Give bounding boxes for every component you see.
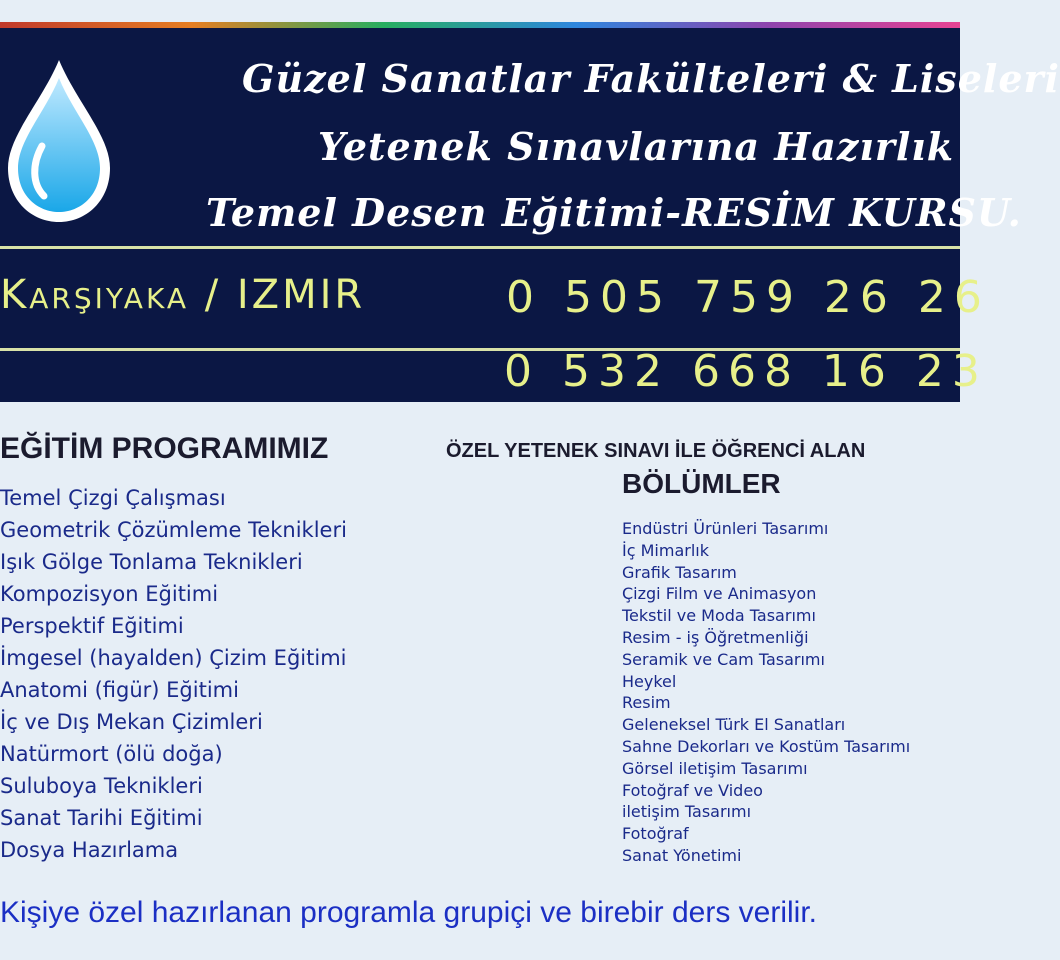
list-item: İmgesel (hayalden) Çizim Eğitimi (0, 646, 347, 670)
list-item: Fotoğraf (622, 824, 689, 844)
list-item: Grafik Tasarım (622, 562, 737, 582)
list-item: Işık Gölge Tonlama Teknikleri (0, 550, 303, 574)
list-item: Perspektif Eğitimi (0, 614, 184, 638)
city-label: Karşıyaka / IZMIR (0, 272, 366, 318)
footer-note: Kişiye özel hazırlanan programla grupiçi ve birebir ders verilir. (0, 896, 818, 929)
list-item: Tekstil ve Moda Tasarımı (622, 606, 816, 626)
list-item: Anatomi (figür) Eğitimi (0, 678, 239, 702)
list-item: Seramik ve Cam Tasarımı (622, 649, 825, 669)
phone-number-2: 0 532 668 16 23 (504, 346, 988, 397)
list-item: iletişim Tasarımı (622, 802, 752, 822)
list-item: Dosya Hazırlama (0, 838, 179, 862)
list-item: Geometrik Çözümleme Teknikleri (0, 518, 347, 542)
list-item: Heykel (622, 671, 677, 691)
list-item: İç ve Dış Mekan Çizimleri (0, 710, 263, 734)
program-title: EĞİTİM PROGRAMIMIZ (0, 432, 329, 465)
departments-title: ÖZEL YETENEK SINAVI İLE ÖĞRENCİ ALAN (446, 440, 866, 462)
departments-list (622, 518, 910, 867)
list-item: Sanat Tarihi Eğitimi (0, 806, 203, 830)
list-item: Endüstri Ürünleri Tasarımı (622, 519, 829, 538)
list-item: Çizgi Film ve Animasyon (622, 584, 817, 604)
list-item: Geleneksel Türk El Sanatları (622, 715, 846, 735)
list-item: Suluboya Teknikleri (0, 774, 203, 798)
header-line-3: Temel Desen Eğitimi-RESİM KURSU. (206, 190, 1022, 235)
list-item: Görsel iletişim Tasarımı (622, 758, 808, 778)
divider-top (0, 246, 960, 249)
list-item: Temel Çizgi Çalışması (0, 486, 226, 510)
list-item: Fotoğraf ve Video (622, 780, 763, 800)
water-drop-icon (2, 56, 116, 226)
list-item: Resim (622, 693, 671, 713)
list-item: Resim - iş Öğretmenliği (622, 627, 809, 647)
program-list (0, 482, 347, 866)
list-item: Natürmort (ölü doğa) (0, 742, 223, 766)
list-item: Kompozisyon Eğitimi (0, 582, 219, 606)
phone-number-1: 0 505 759 26 26 (506, 272, 990, 323)
list-item: İç Mimarlık (622, 540, 709, 560)
header-line-2: Yetenek Sınavlarına Hazırlık (318, 124, 955, 169)
list-item: Sahne Dekorları ve Kostüm Tasarımı (622, 736, 911, 756)
departments-subtitle: BÖLÜMLER (622, 468, 781, 499)
header-line-1: Güzel Sanatlar Fakülteleri & Liseleri (242, 56, 1060, 101)
list-item: Sanat Yönetimi (622, 845, 742, 865)
